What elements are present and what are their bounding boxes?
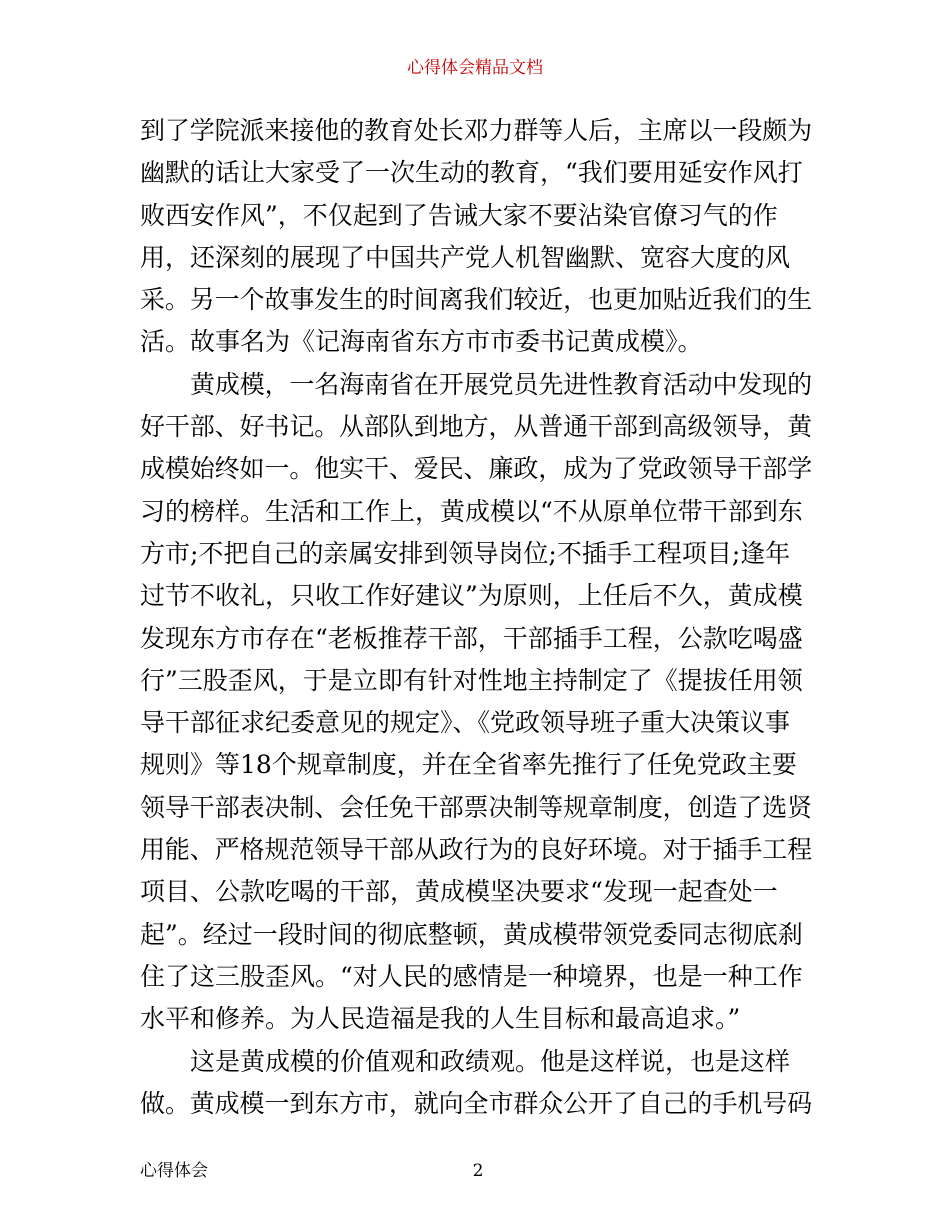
document-body <box>140 110 812 1125</box>
text-line: 行”三股歪风，于是立即有针对性地主持制定了《提拔任用领 <box>140 665 803 695</box>
page-header-title: 心得体会精品文档 <box>407 58 543 78</box>
footer-label: 心得体会 <box>140 1161 208 1181</box>
text-line: 采。另一个故事发生的时间离我们较近，也更加贴近我们的生 <box>140 285 812 315</box>
text-line: 领导干部表决制、会任免干部票决制等规章制度，创造了选贤 <box>140 792 812 822</box>
text-line: 住了这三股歪风。“对人民的感情是一种境界，也是一种工作 <box>140 961 803 991</box>
text-line: 黄成模，一名海南省在开展党员先进性教育活动中发现的 <box>190 369 812 399</box>
text-line: 成模始终如一。他实干、爱民、廉政，成为了党政领导干部学 <box>140 454 812 484</box>
text-line: 项目、公款吃喝的干部，黄成模坚决要求“发现一起查处一 <box>140 877 778 907</box>
text-line: 过节不收礼，只收工作好建议”为原则，上任后不久，黄成模 <box>140 581 803 611</box>
text-line: 导干部征求纪委意见的规定》、《党政领导班子重大决策议事 <box>140 708 791 738</box>
text-line: 规则》等18个规章制度，并在全省率先推行了任免党政主要 <box>140 750 797 780</box>
text-line: 习的榜样。生活和工作上，黄成模以“不从原单位带干部到东 <box>140 496 803 526</box>
text-line: 幽默的话让大家受了一次生动的教育，“我们要用延安作风打 <box>140 158 803 188</box>
text-line: 做。黄成模一到东方市，就向全市群众公开了自己的手机号码 <box>140 1088 812 1118</box>
text-line: 方市;不把自己的亲属安排到领导岗位;不插手工程项目;逢年 <box>140 538 791 568</box>
text-line: 这是黄成模的价值观和政绩观。他是这样说，也是这样 <box>190 1046 791 1076</box>
text-line: 发现东方市存在“老板推荐干部，干部插手工程，公款吃喝盛 <box>140 623 803 653</box>
text-line: 好干部、好书记。从部队到地方，从普通干部到高级领导，黄 <box>140 412 812 442</box>
text-line: 水平和修养。为人民造福是我的人生目标和最高追求。” <box>140 1004 741 1034</box>
text-line: 用能、严格规范领导干部从政行为的良好环境。对于插手工程 <box>140 835 812 865</box>
text-line: 起”。经过一段时间的彻底整顿，黄成模带领党委同志彻底刹 <box>140 919 803 949</box>
text-line: 到了学院派来接他的教育处长邓力群等人后，主席以一段颇为 <box>140 116 812 145</box>
text-line: 用，还深刻的展现了中国共产党人机智幽默、宽容大度的风 <box>140 242 791 272</box>
page-number: 2 <box>472 1161 484 1181</box>
text-line: 败西安作风”，不仅起到了告诫大家不要沾染官僚习气的作 <box>140 200 778 230</box>
text-line: 活。故事名为《记海南省东方市市委书记黄成模》。 <box>140 327 703 357</box>
